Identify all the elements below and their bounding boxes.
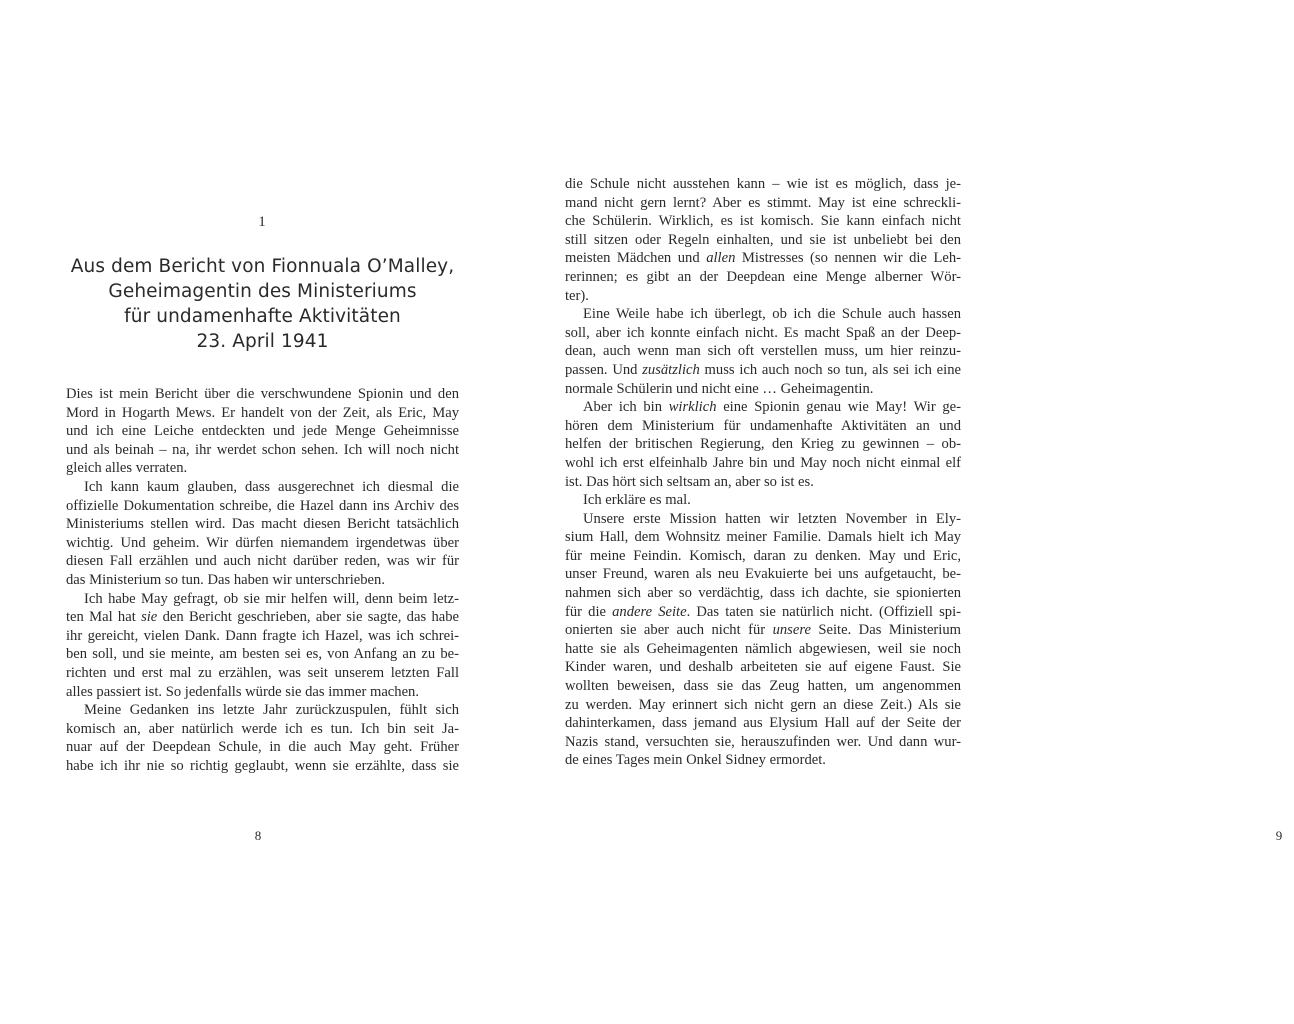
text-line: und als beinah – na, ihr werdet schon sehen. Ich will noch nicht (66, 441, 459, 458)
text-line: nahmen sich aber so verdächtig, dass ich dachte, sie spionierten (565, 585, 961, 602)
text-line: richten und erst mal zu erzählen, was seit unserem letzten Fall (66, 664, 459, 681)
text-line: alles passiert ist. So jedenfalls würde sie das immer machen. (66, 683, 419, 700)
text-line: gleich alles verraten. (66, 460, 188, 477)
text-line: rerinnen; es gibt an der Deepdean eine Menge alberner Wör- (565, 268, 961, 285)
text-line: wichtig. Und geheim. Wir dürfen niemandem irgendetwas über (66, 534, 459, 551)
text-line: Kinder waren, und deshalb arbeiteten sie auf eigene Faust. Sie (565, 659, 961, 676)
text-line: ten Mal hat sie den Bericht geschrieben, aber sie sagte, das habe (66, 609, 459, 626)
chapter-title-line: Geheimagentin des Ministeriums (108, 281, 417, 302)
text-line: ihr gereicht, vielen Dank. Dann fragte ich Hazel, was ich schrei- (66, 627, 459, 644)
text-line: Meine Gedanken ins letzte Jahr zurückzuspulen, fühlt sich (84, 702, 459, 719)
text-line: hatte sie als Geheimagenten nämlich abgewiesen, weil sie noch (565, 640, 961, 657)
right-body-text (565, 175, 961, 770)
text-line: zu werden. May erinnert sich nicht gern an diese Zeit.) Als sie (565, 696, 961, 713)
chapter-number: 1 (258, 214, 266, 230)
text-line: das Ministerium so tun. Das haben wir unterschrieben. (66, 571, 385, 588)
text-line: Nazis stand, versuchten sie, herauszufinden wer. Und dann wur- (565, 733, 961, 750)
text-line: ter). (565, 287, 589, 304)
text-line: wollten beweisen, dass sie das Zeug hatten, um angenommen (565, 678, 961, 695)
text-line: wohl ich erst elfeinhalb Jahre bin und May noch nicht einmal elf (565, 454, 961, 471)
text-line: ben soll, und sie meinte, am besten sei es, von Anfang an zu be- (66, 646, 459, 663)
text-line: che Schülerin. Wirklich, es ist komisch. Sie kann einfach nicht (565, 213, 961, 230)
left-body-text (66, 385, 459, 775)
text-line: diesen Fall erzählen und auch nicht darüber reden, was wir für (66, 553, 459, 570)
page-number-left: 8 (254, 828, 262, 843)
text-line: still sitzen oder Regeln einhalten, und sie ist unbeliebt bei den (565, 231, 961, 248)
text-line: Ministeriums stellen wird. Das macht diesen Bericht tatsächlich (66, 516, 459, 533)
text-line: de eines Tages mein Onkel Sidney ermordet. (565, 752, 826, 769)
text-line: Unsere erste Mission hatten wir letzten November in Ely- (583, 510, 961, 527)
text-line: onierten sie aber auch nicht für unsere Seite. Das Ministerium (565, 622, 961, 639)
text-line: sium Hall, dem Wohnsitz meiner Familie. Damals hielt ich May (565, 529, 961, 546)
text-line: Ich kann kaum glauben, dass ausgerechnet ich diesmal die (84, 478, 459, 495)
text-line: habe ich ihr nie so richtig geglaubt, wenn sie erzählte, dass sie (66, 757, 459, 774)
text-line: Ich erkläre es mal. (583, 492, 691, 509)
text-line: Dies ist mein Bericht über die verschwundene Spionin und den (66, 386, 459, 402)
text-line: Mord in Hogarth Mews. Er handelt von der Zeit, als Eric, May (66, 404, 459, 421)
text-line: und ich eine Leiche entdeckten und jede Menge Geheimnisse (66, 423, 459, 440)
text-line: normale Schülerin und nicht eine … Geheimagentin. (565, 380, 874, 397)
text-line: für die andere Seite. Das taten sie natürlich nicht. (Offiziell spi- (565, 603, 962, 620)
text-line: Ich habe May gefragt, ob sie mir helfen will, denn beim letz- (84, 590, 459, 607)
text-line: nuar auf der Deepdean Schule, in die auch May geht. Früher (66, 739, 459, 756)
text-line: die Schule nicht ausstehen kann – wie ist es möglich, dass je- (565, 176, 961, 192)
text-line: für meine Feindin. Komisch, daran zu denken. May und Eric, (565, 547, 961, 564)
text-line: unser Freund, waren als neu Evakuierte bei uns aufgetaucht, be- (565, 566, 961, 583)
text-line: Eine Weile habe ich überlegt, ob ich die Schule auch hassen (583, 306, 961, 323)
chapter-title (66, 254, 459, 354)
chapter-title-line: für undamenhafte Aktivitäten (124, 306, 401, 327)
text-line: ist. Das hört sich seltsam an, aber so ist es. (565, 473, 814, 490)
text-line: soll, aber ich konnte einfach nicht. Es macht Spaß an der Deep- (565, 324, 961, 341)
text-line: offizielle Dokumentation schreibe, die Hazel dann ins Archiv des (66, 497, 459, 514)
text-line: Aber ich bin wirklich eine Spionin genau wie May! Wir ge- (583, 399, 961, 416)
text-line: meisten Mädchen und allen Mistresses (so nennen wir die Leh- (565, 250, 961, 267)
left-page (0, 0, 512, 1024)
text-line: passen. Und zusätzlich muss ich auch noch so tun, als sei ich eine (565, 361, 961, 378)
text-line: helfen der britischen Regierung, den Krieg zu gewinnen – ob- (565, 436, 961, 453)
text-line: mand nicht gern lernt? Aber es stimmt. May ist eine schreckli- (565, 194, 961, 211)
chapter-title-line: 23. April 1941 (196, 331, 329, 352)
chapter-title-line: Aus dem Bericht von Fionnuala O’Malley, (70, 256, 455, 277)
page-number-right: 9 (1275, 828, 1283, 843)
text-line: komisch an, aber natürlich werde ich es tun. Ich bin seit Ja- (66, 720, 459, 737)
text-line: dean, auch wenn man sich oft verstellen muss, um hier reinzu- (565, 343, 961, 360)
text-line: dahinterkamen, dass jemand aus Elysium Hall auf der Seite der (565, 715, 961, 732)
text-line: hören dem Ministerium für undamenhafte Aktivitäten an und (565, 417, 961, 434)
